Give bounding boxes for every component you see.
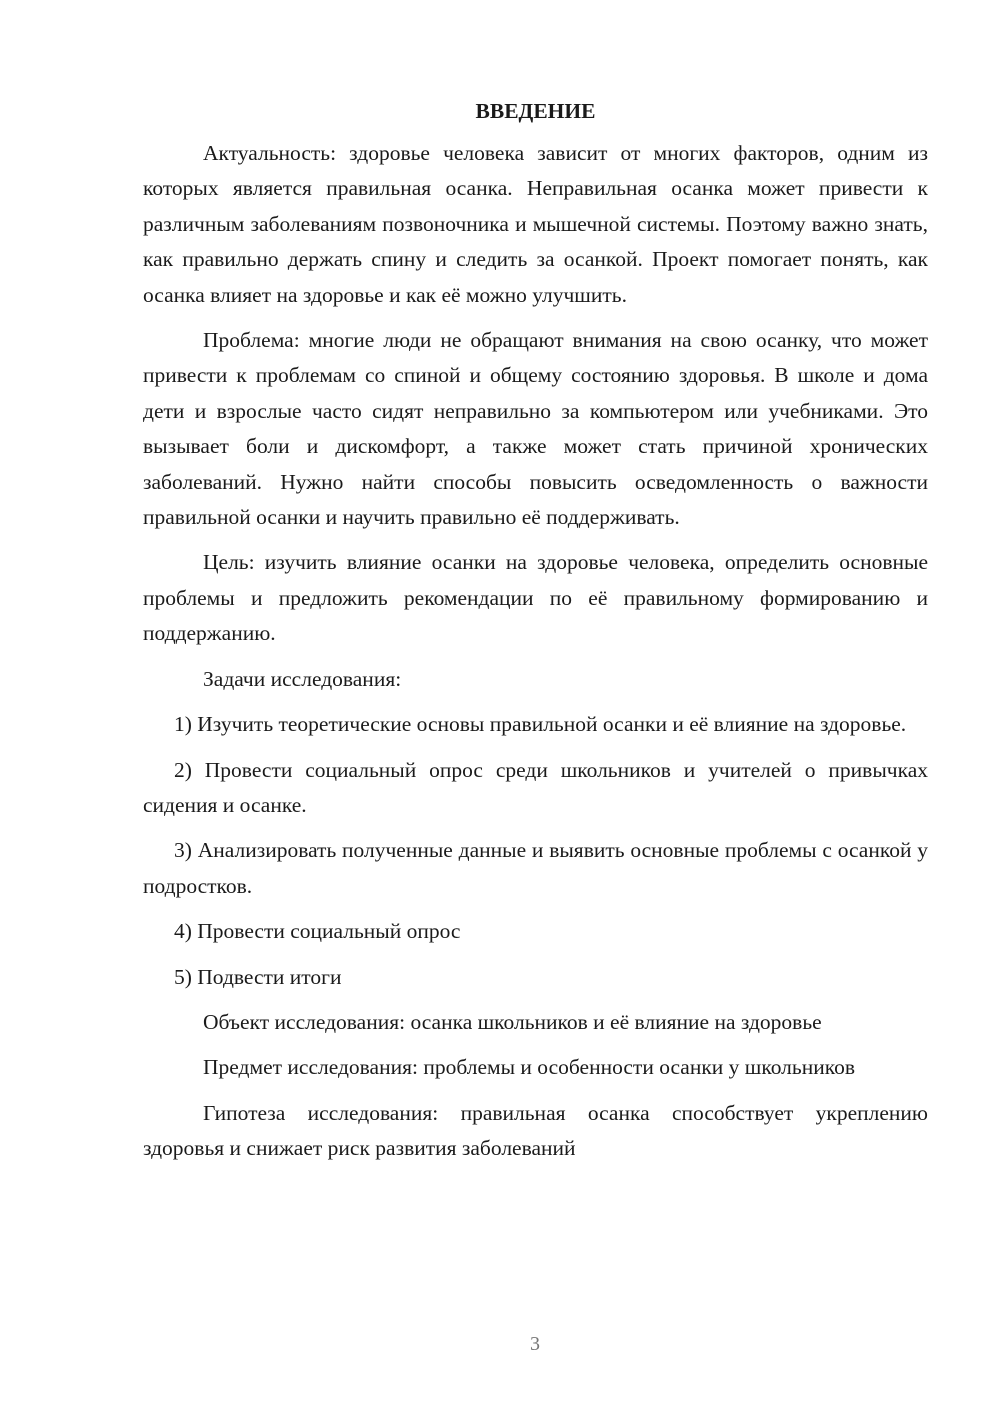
- relevance-paragraph: Актуальность: здоровье человека зависит от многих факторов, одним из которых является правильная осанка. Неправильная осанка может привести к различным заболеваниям позвоночника и мышечной системы. Поэтому важно знать, как правильно держать спину и следить за осанкой. Проект помогает понять, как осанка влияет на здоровье и как её можно улучшить.: [143, 141, 928, 307]
- section-heading: ВВЕДЕНИЕ: [475, 99, 596, 123]
- task-item: 1) Изучить теоретические основы правильной осанки и её влияние на здоровье.: [174, 712, 907, 737]
- problem-paragraph: Проблема: многие люди не обращают внимания на свою осанку, что может привести к проблемам со спиной и общему состоянию здоровья. В школе и дома дети и взрослые часто сидят неправильно за компьютером или учебниками. Это вызывает боли и дискомфорт, а также может стать причиной хронических заболеваний. Нужно найти способы повысить осведомленность о важности правильной осанки и научить правильно её поддерживать.: [143, 328, 928, 530]
- page-content: [143, 96, 928, 1167]
- goal-paragraph: Цель: изучить влияние осанки на здоровье человека, определить основные проблемы и предложить рекомендации по её правильному формированию и поддержанию.: [143, 550, 928, 646]
- research-object-paragraph: Объект исследования: осанка школьников и её влияние на здоровье: [203, 1009, 822, 1034]
- research-subject-paragraph: Предмет исследования: проблемы и особенности осанки у школьников: [203, 1055, 855, 1080]
- tasks-title: Задачи исследования:: [203, 666, 402, 691]
- task-item: 3) Анализировать полученные данные и выявить основные проблемы с осанкой у подростков.: [143, 838, 928, 898]
- hypothesis-paragraph: Гипотеза исследования: правильная осанка способствует укреплению здоровья и снижает риск развития заболеваний: [143, 1100, 928, 1161]
- task-item: 5) Подвести итоги: [174, 964, 342, 989]
- task-item: 2) Провести социальный опрос среди школьников и учителей о привычках сидения и осанке.: [143, 757, 928, 817]
- task-item: 4) Провести социальный опрос: [174, 919, 461, 944]
- page-number: 3: [530, 1333, 540, 1355]
